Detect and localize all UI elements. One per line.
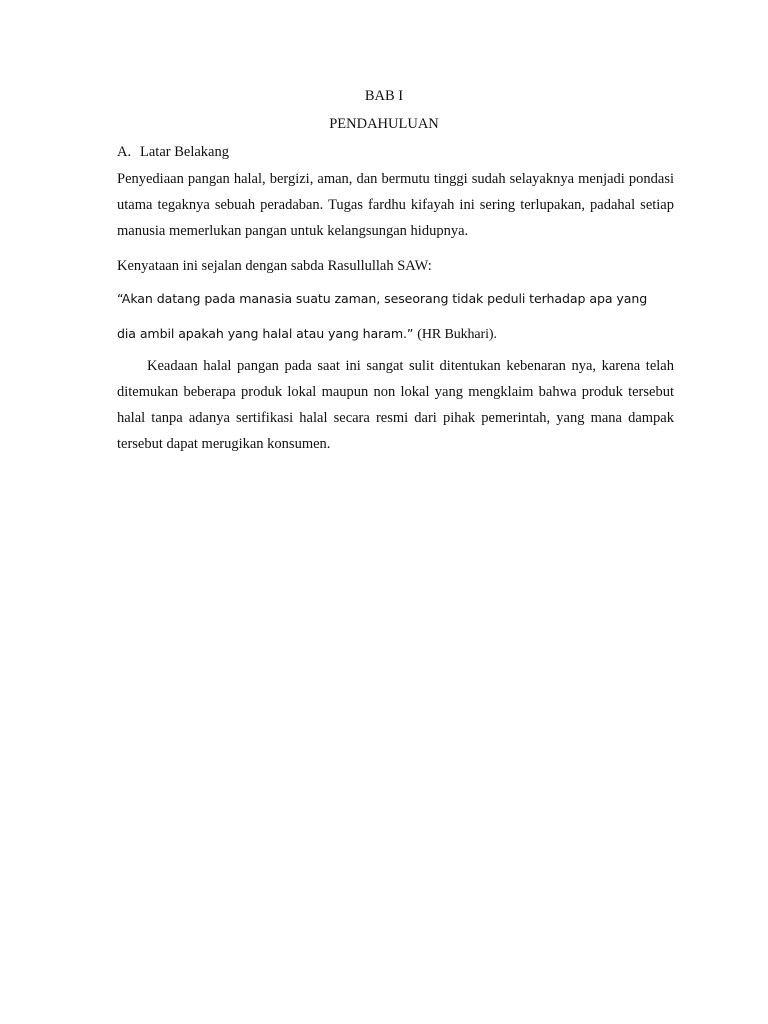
section-title: Latar Belakang xyxy=(140,144,229,160)
hadith-source: (HR Bukhari). xyxy=(417,327,497,342)
section-letter: A. xyxy=(117,144,132,160)
hadith-quote-text: dia ambil apakah yang halal atau yang haram.” xyxy=(117,326,414,341)
section-heading xyxy=(117,143,229,161)
paragraph-hadith-intro: Kenyataan ini sejalan dengan sabda Rasullullah SAW: xyxy=(117,258,432,274)
chapter-title: PENDAHULUAN xyxy=(329,116,439,132)
hadith-quote-line-2 xyxy=(117,324,497,345)
chapter-number: BAB I xyxy=(364,88,404,104)
hadith-quote-line-1: “Akan datang pada manasia suatu zaman, seseorang tidak peduli terhadap apa yang xyxy=(117,291,648,306)
paragraph-halal-status: Keadaan halal pangan pada saat ini sangat sulit ditentukan kebenaran nya, karena telah ditemukan beberapa produk lokal maupun non lokal yang mengklaim bahwa produk tersebut halal tanpa adanya sertifikasi halal secara resmi dari pihak pemerintah, yang mana dampak tersebut dapat merugikan konsumen. xyxy=(117,358,674,452)
paragraph-intro: Penyediaan pangan halal, bergizi, aman, dan bermutu tinggi sudah selayaknya menjadi pondasi utama tegaknya sebuah peradaban. Tugas fardhu kifayah ini sering terlupakan, padahal setiap manusia memerlukan pangan untuk kelangsungan hidupnya. xyxy=(117,171,674,239)
